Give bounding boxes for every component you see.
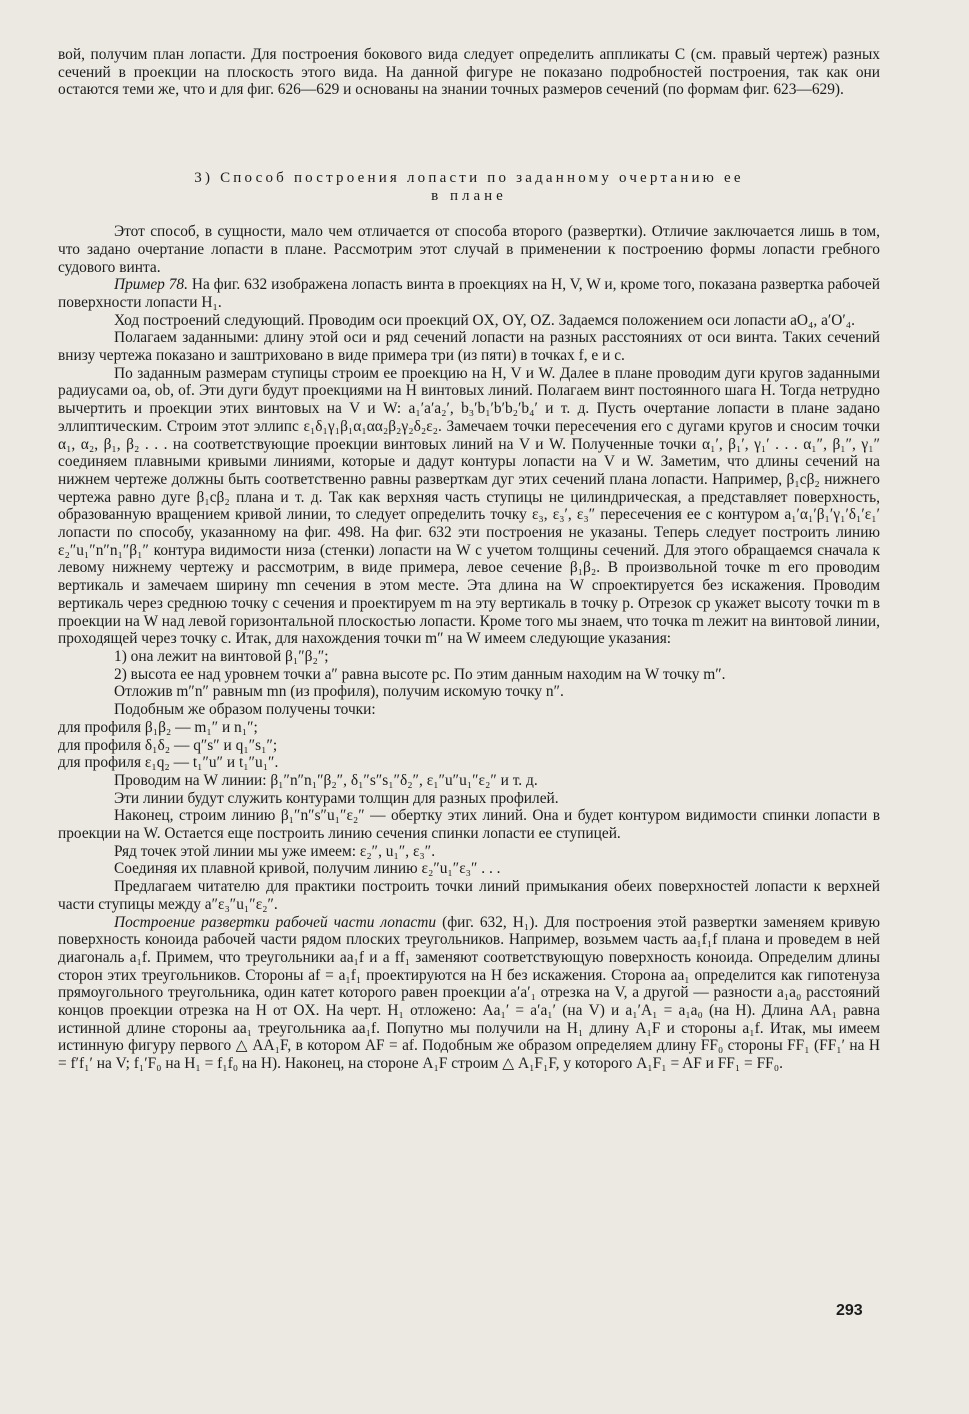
paragraph-lines-on-w: Проводим на W линии: β₁″n″n₁″β₂″, δ₁″s″s₁″δ₂″, ε₁″u″u₁″ε₂″ и т. д. xyxy=(114,771,538,789)
section-heading xyxy=(58,169,880,205)
paragraph-given: Полагаем заданными: длину этой оси и ряд сечений лопасти на разных расстояниях от оси винта. Таких сечений внизу чертежа показано и заштриховано в виде примера три (из пяти) в точках f, e и c. xyxy=(58,329,880,365)
list-item-2: 2) высота ее над уровнем точки a″ равна высоте pc. По этим данным находим на W точку m″. xyxy=(114,665,726,683)
example-label: Пример 78. xyxy=(114,276,188,294)
page-number: 293 xyxy=(836,1302,863,1319)
development-text: (фиг. 632, H₁). Для построения этой развертки заменяем кривую поверхность коноида рабочей части рядом плоских треугольников. Например, возьмем часть aa₁f₁f плана и проведем в ней диагональ a₁f. Примем, что треугольники aa₁f и a ff₁ заменяют соответствующую поверхность коноида. Определим длины сторон этих треугольников. Стороны af = a₁f₁ проектируются на H без искажения. Сторона aa₁ определится как гипотенуза прямоугольного треугольника, один катет которого равен проекции a′a′₁ отрезка на V, а другой — разности a₁a₀ расстояний концов проекции отрезка на H от OX. На черт. H₁ отложено: Aa₁′ = a′a₁′ (на V) и a₁′A₁ = a₁a₀ (на H). Длина AA₁ равна истинной длине стороны aa₁ треугольника aa₁f. Попутно мы получили на H₁ длину A₁F и стороны a₁f. Итак, мы имеем истинную фигуру первого △ AA₁F, в котором AF = af. Подобным же образом определяем длину FF₀ стороны FF₁ (FF₁′ на H = f′f₁′ на V; f₁′F₀ на H₁ = f₁f₀ на H). Наконец, на стороне A₁F строим △ A₁F₁F, у которого A₁F₁ = AF и FF₁ = FF₀. xyxy=(58,913,880,1073)
paragraph-exercise: Предлагаем читателю для практики построить точки линий примыкания обеих поверхностей лопасти к верхней части ступицы между a″ε₃″u₁″ε₂″. xyxy=(58,878,880,913)
list-item-1: 1) она лежит на винтовой β₁″β₂″; xyxy=(114,647,329,665)
example-text: На фиг. 632 изображена лопасть винта в проекциях на H, V, W и, кроме того, показана развертка рабочей поверхности лопасти H₁. xyxy=(58,276,880,311)
paragraph-example xyxy=(58,276,880,311)
section-heading-line1: 3) Способ построения лопасти по заданному очертанию ее xyxy=(194,170,744,187)
paragraph-similarly: Подобным же образом получены точки: xyxy=(114,701,376,719)
paragraph-point-n: Отложив m″n″ равным mn (из профиля), получим искомую точку n″. xyxy=(114,683,564,701)
paragraph-envelope: Наконец, строим линию β₁″n″s″u₁″ε₂″ — обертку этих линий. Она и будет контуром видимости спинки лопасти в проекции на W. Остается еще построить линию сечения спинки лопасти ее ступицей. xyxy=(58,807,880,843)
page-body xyxy=(58,46,880,1073)
paragraph-construction: По заданным размерам ступицы строим ее проекцию на H, V и W. Далее в плане проводим дуги кругов заданными радиусами oa, ob, of. Эти дуги будут проекциями на H винтовых линий. Полагаем винт постоянного шага H. Тогда нетрудно вычертить и проекции этих винтовых на V и W: a₁′a′a₂′, b₃′b₁′b′b₂′b₄′ и т. д. Пусть очертание лопасти в плане задано эллиптическим. Строим этот эллипс ε₁δ₁γ₁β₁α₁αα₂β₂γ₂δ₂ε₂. Замечаем точки пересечения его с дугами кругов и сносим точки α₁, α₂, β₁, β₂ . . . на соответствующие проекции винтовых линий на V и W. Полученные точки α₁′, β₁′, γ₁′ . . . α₁″, β₁″, γ₁″ соединяем плавными кривыми линиями, которые и дадут контуры лопасти на V и W. Заметим, что длины сечений на нижнем чертеже должны быть соответственно равны разверткам дуг этих сечений плана лопасти. Например, β₁cβ₂ нижнего чертежа равно дуге β₁cβ₂ плана и т. д. Так как верхняя часть ступицы не цилиндрическая, а представляет поверхность, образованную вращением кривой линии, то следует определить точку ε₃, ε₃′, ε₃″ пересечения ее с контуром a₁′α₁′β₁′γ₁′δ₁′ε₁′ лопасти по способу, указанному на фиг. 498. На фиг. 632 эти построения не указаны. Теперь следует построить линию ε₂″u₁″n″n₁″β₁″ контура видимости низа (стенки) лопасти на W с учетом толщины сечений. Для этого обращаемся сначала к левому нижнему чертежу и рассмотрим, в виде примера, левое сечение β₁β₂. В произвольной точке m его проводим вертикаль и замечаем ширину mn сечения в этом месте. Эта длина на W спроектируется без искажения. Проводим вертикаль через среднюю точку c сечения и проектируем m на эту вертикаль в точку p. Отрезок cp укажет высоту точки m в проекции на W над левой горизонтальной плоскостью лопасти. Кроме того мы знаем, что точка m лежит на винтовой линии, проходящей через точку c. Итак, для нахождения точки m″ на W имеем следующие указания: xyxy=(58,364,880,648)
section-heading-line2: в плане xyxy=(431,188,507,205)
paragraph-axes: Ход построений следующий. Проводим оси проекций OX, OY, OZ. Задаемся положением оси лопасти aO₄, a′O′₄. xyxy=(114,311,855,329)
paragraph-points: Ряд точек этой линии мы уже имеем: ε₂″, u₁″, ε₃″. xyxy=(114,842,436,860)
paragraph-curve: Соединяя их плавной кривой, получим линию ε₂″u₁″ε₃″ . . . xyxy=(114,860,501,878)
intro-paragraph: вой, получим план лопасти. Для построения бокового вида следует определить аппликаты C (см. правый чертеж) разных сечений в проекции на плоскость этого вида. На данной фигуре не показано подробностей построения, так как они остаются теми же, что и для фиг. 626—629 и основаны на знании точных размеров сечений (по формам фиг. 623—629). xyxy=(58,46,880,99)
profile-line-3: для профиля ε₁q₂ — t₁″u″ и t₁″u₁″. xyxy=(58,754,279,772)
paragraph-method: Этот способ, в сущности, мало чем отличается от способа второго (развертки). Отличие заключается лишь в том, что задано очертание лопасти в плане. Рассмотрим этот случай в применении к построению формы лопасти гребного судового винта. xyxy=(58,223,880,276)
profile-line-1: для профиля β₁β₂ — m₁″ и n₁″; xyxy=(58,718,258,736)
profile-line-2: для профиля δ₁δ₂ — q″s″ и q₁″s₁″; xyxy=(58,736,278,754)
paragraph-contours: Эти линии будут служить контурами толщин для разных профилей. xyxy=(114,789,559,807)
development-label: Построение развертки рабочей части лопасти xyxy=(114,913,437,931)
paragraph-development xyxy=(58,914,880,1073)
